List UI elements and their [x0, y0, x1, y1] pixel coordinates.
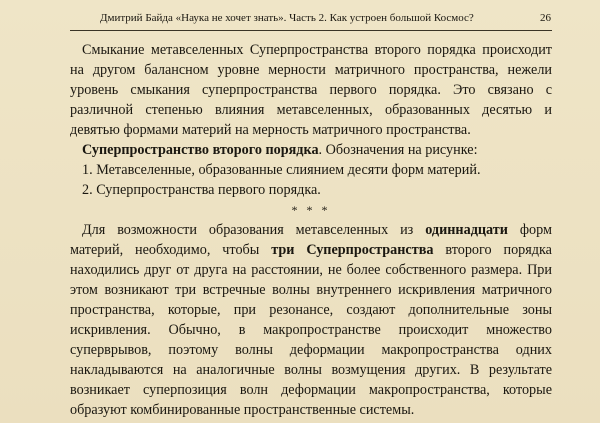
- paragraph-2-text-c: второго порядка находились друг от друга на расстоянии, не более собственного размера. При этом возникают три встречные волны внутреннего искривления матричного пространства, которые, при резонансе, создают дополнительные зоны искривления. Обычно, в макропространстве происходит множество суперврывов, поэтому волны деформации макропространства одних накладываются на аналогичные волны возмущения других. В результате возникает суперпозиция волн деформации макропространства, которые образуют комбинированные пространственные системы.: [70, 242, 552, 418]
- paragraph-2-text-b: форм материй, необходимо, чтобы: [70, 222, 552, 258]
- paragraph-1: Смыкание метавселенных Суперпространства второго порядка происходит на другом балансном уровне мерности матричного пространства, нежели уровень смыкания суперпространства первого порядка. Это связано с различной степенью влияния метавселенных, образованных десятью и девятью формами материй на мерность матричного пространства.: [70, 42, 552, 138]
- section-separator: * * *: [291, 203, 331, 217]
- paragraph-2-bold-a: одиннадцати: [425, 222, 508, 238]
- legend-item-2: 2. Суперпространства первого порядка.: [82, 182, 321, 198]
- caption-rest: . Обозначения на рисунке:: [318, 142, 478, 158]
- header-title: Дмитрий Байда «Наука не хочет знать». Часть 2. Как устроен большой Космос?: [100, 12, 474, 24]
- legend-item-1: 1. Метавселенные, образованные слиянием десяти форм материй.: [82, 162, 481, 178]
- page-body: [70, 40, 552, 420]
- figure-caption: [70, 140, 552, 160]
- paragraph-2-bold-b: три Суперпространства: [271, 242, 434, 258]
- paragraph-2: [70, 220, 552, 420]
- header-rule: [70, 30, 552, 31]
- paragraph-2-text-a: Для возможности образования метавселенных из: [82, 222, 426, 238]
- page-number: 26: [540, 12, 551, 24]
- caption-bold: Суперпространство второго порядка: [82, 142, 319, 158]
